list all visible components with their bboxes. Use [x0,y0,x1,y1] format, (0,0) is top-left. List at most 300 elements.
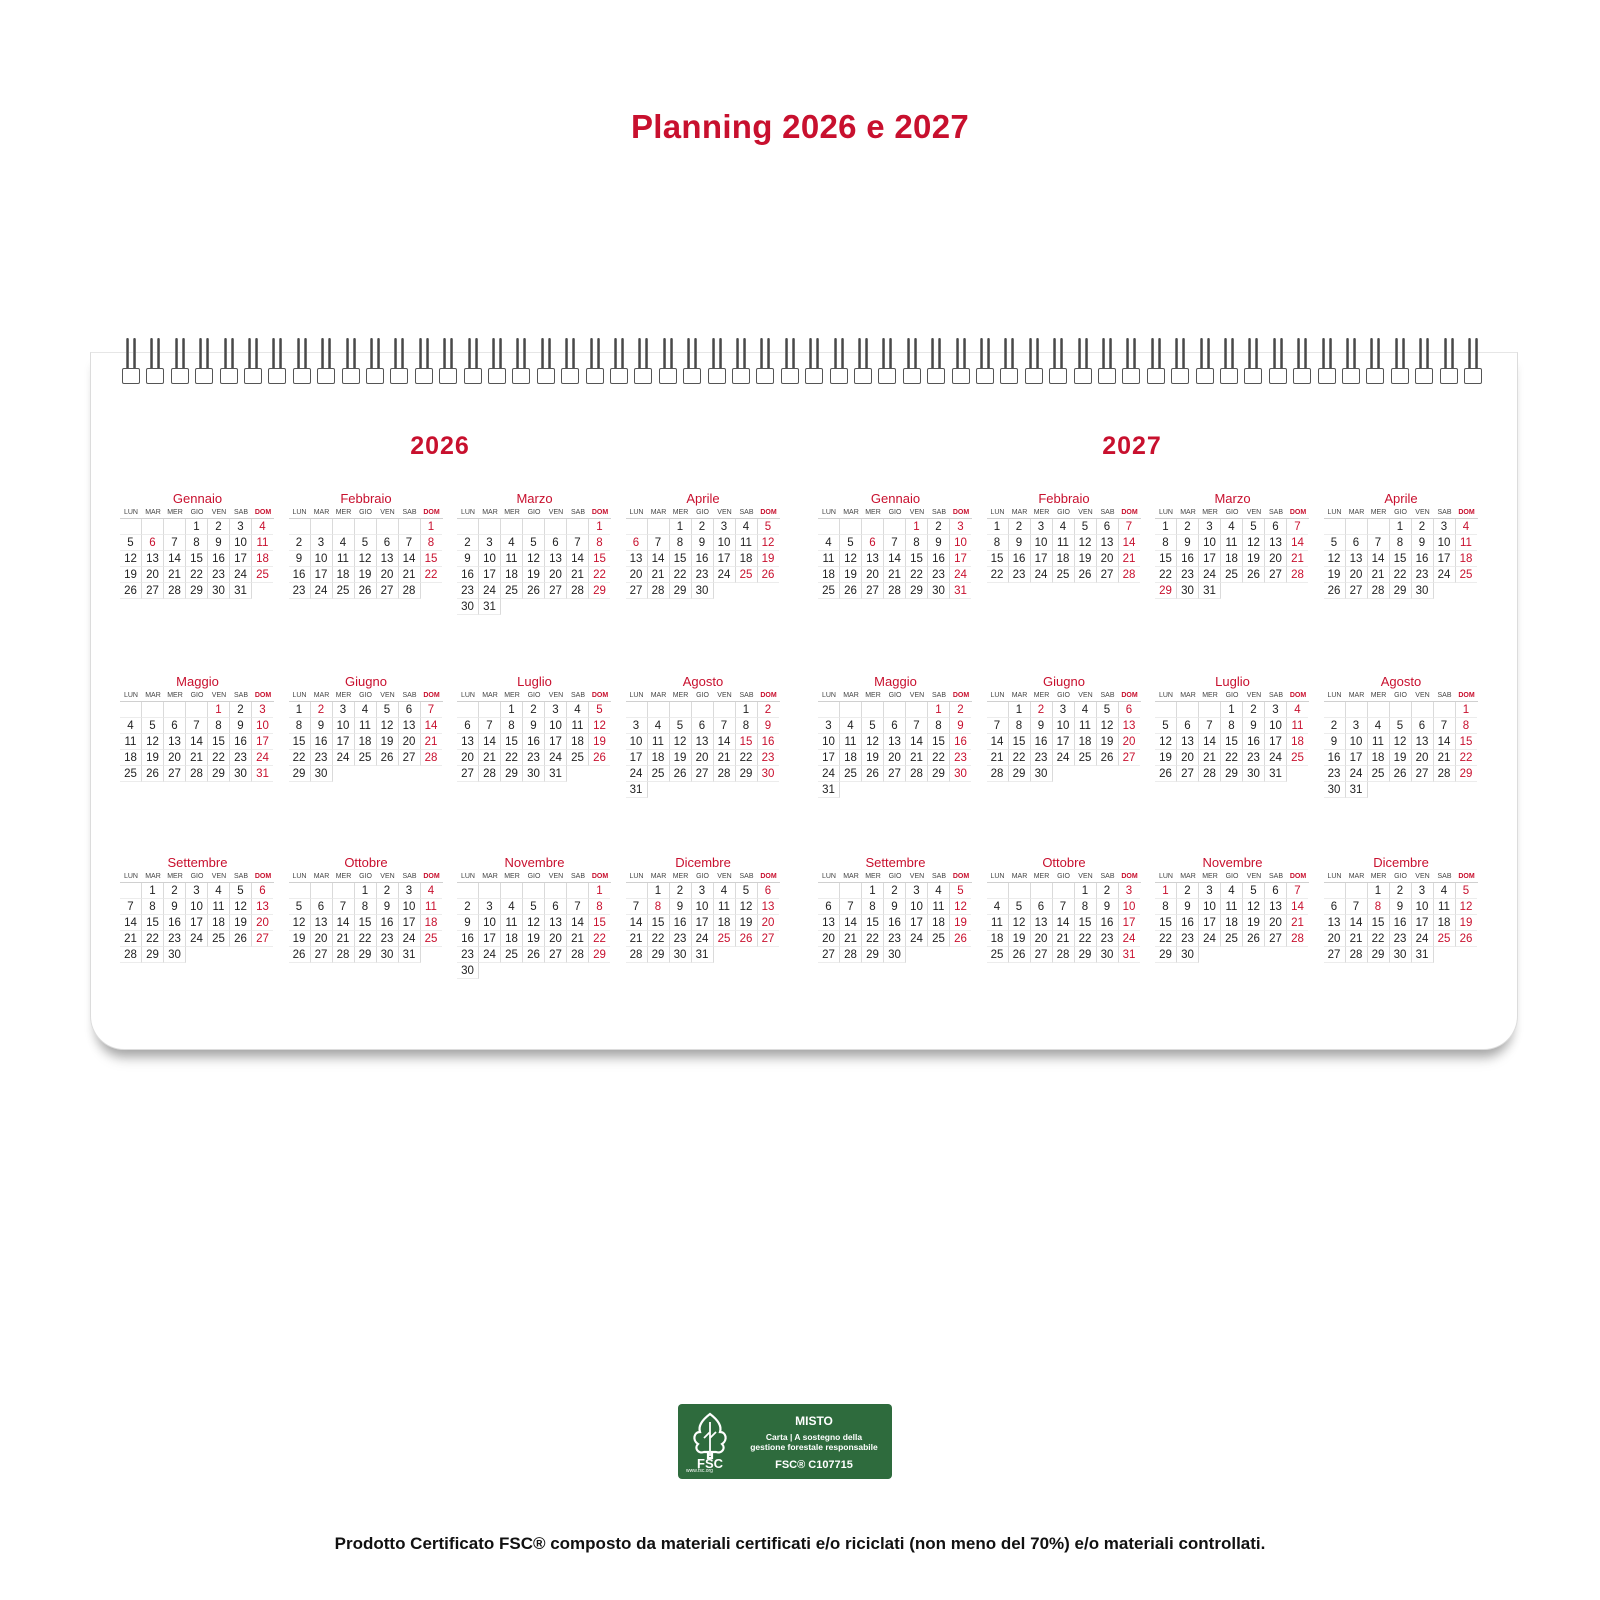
week-row [1324,519,1479,535]
day-cell: 8 [1368,899,1390,915]
weekday-label: SAB [1434,690,1456,702]
day-cell: 3 [1053,702,1075,718]
spiral-ring [927,338,945,386]
day-cell: 3 [1119,883,1140,899]
day-cell: 13 [862,551,884,567]
weekday-header [1324,507,1479,519]
day-empty [626,883,648,899]
day-cell: 3 [479,535,501,551]
day-cell: 24 [186,931,208,947]
day-cell: 2 [230,702,252,718]
weekday-label: MAR [1346,871,1368,883]
day-cell: 22 [208,750,230,766]
day-cell: 21 [186,750,208,766]
week-row [1155,535,1310,551]
day-cell: 7 [1287,519,1308,535]
day-cell: 27 [626,583,648,599]
spiral-ring [1440,338,1458,386]
day-cell: 27 [692,766,714,782]
weekday-label: MAR [142,690,164,702]
week-row [818,883,973,899]
week-row [120,883,275,899]
day-cell: 16 [311,734,333,750]
week-row [289,734,444,750]
day-cell: 21 [333,931,355,947]
day-cell: 16 [1324,750,1346,766]
weekday-label: VEN [1412,871,1434,883]
day-cell: 21 [1287,915,1308,931]
day-cell: 16 [377,915,399,931]
week-row [818,702,973,718]
day-cell: 17 [1434,551,1456,567]
weekday-label: SAB [567,690,589,702]
day-cell: 5 [1324,535,1346,551]
weekday-label: MER [501,690,523,702]
weekday-header [289,690,444,702]
day-cell: 2 [523,702,545,718]
month-2027-9 [818,854,973,963]
day-cell: 9 [692,535,714,551]
week-row [289,883,444,899]
week-row [120,583,275,599]
weekday-label: DOM [758,690,780,702]
day-cell: 27 [142,583,164,599]
day-cell: 5 [862,718,884,734]
day-cell: 15 [186,551,208,567]
day-cell: 2 [1031,702,1053,718]
day-cell: 8 [501,718,523,734]
week-row [987,734,1142,750]
day-cell: 15 [421,551,442,567]
day-cell: 4 [1434,883,1456,899]
day-cell: 1 [1155,883,1177,899]
day-cell: 17 [333,734,355,750]
day-cell: 19 [1456,915,1477,931]
weekday-label: SAB [736,507,758,519]
day-cell: 20 [545,931,567,947]
week-row [457,766,612,782]
weekday-label: DOM [252,871,274,883]
day-cell: 6 [1265,519,1287,535]
week-row [1155,519,1310,535]
day-cell: 13 [1265,899,1287,915]
day-cell: 13 [1031,915,1053,931]
weekday-label: VEN [545,690,567,702]
month-name: Marzo [1214,491,1251,506]
weekday-label: MER [333,690,355,702]
day-cell: 25 [501,947,523,963]
month-name: Aprile [1384,491,1418,506]
day-cell: 5 [523,535,545,551]
day-cell: 23 [164,931,186,947]
day-cell: 6 [399,702,421,718]
day-cell: 17 [950,551,971,567]
day-cell: 26 [736,931,758,947]
week-row [289,567,444,583]
week-row [120,551,275,567]
weekday-label: GIO [1221,871,1243,883]
weekday-label: LUN [626,690,648,702]
day-empty [714,702,736,718]
week-row [457,734,612,750]
day-cell: 19 [1390,750,1412,766]
day-empty [818,883,840,899]
day-empty [1346,519,1368,535]
spiral-ring [415,338,433,386]
weekday-label: VEN [1243,871,1265,883]
day-empty [1390,702,1412,718]
day-cell: 27 [884,766,906,782]
day-cell: 2 [1009,519,1031,535]
day-cell: 20 [1097,551,1119,567]
day-cell: 20 [1119,734,1140,750]
day-cell: 23 [1177,931,1199,947]
day-cell: 5 [1009,899,1031,915]
day-cell: 26 [1243,931,1265,947]
day-cell: 13 [377,551,399,567]
day-cell: 6 [164,718,186,734]
day-cell: 14 [479,734,501,750]
day-cell: 30 [1243,766,1265,782]
day-cell: 17 [1265,734,1287,750]
day-cell: 19 [950,915,971,931]
day-cell: 20 [1031,931,1053,947]
weekday-label: MAR [311,507,333,519]
week-row [1155,899,1310,915]
weekday-label: GIO [1053,871,1075,883]
day-cell: 18 [501,567,523,583]
day-cell: 10 [950,535,971,551]
weekday-label: DOM [1119,871,1141,883]
day-cell: 30 [208,583,230,599]
weekday-label: MAR [840,690,862,702]
month-2026-2 [289,490,444,599]
day-cell: 15 [906,551,928,567]
day-cell: 5 [736,883,758,899]
day-cell: 13 [545,915,567,931]
day-empty [1412,702,1434,718]
day-cell: 10 [186,899,208,915]
week-row [818,718,973,734]
day-cell: 7 [1199,718,1221,734]
day-cell: 17 [714,551,736,567]
day-empty [142,519,164,535]
weekday-label: LUN [1155,871,1177,883]
day-empty [1199,702,1221,718]
day-cell: 2 [289,535,311,551]
day-cell: 10 [1346,734,1368,750]
day-cell: 22 [589,931,610,947]
day-cell: 10 [1265,718,1287,734]
day-cell: 24 [1412,931,1434,947]
day-empty [501,519,523,535]
day-cell: 26 [289,947,311,963]
day-cell: 25 [567,750,589,766]
day-cell: 3 [479,899,501,915]
day-cell: 6 [457,718,479,734]
weekday-label: VEN [377,690,399,702]
day-cell: 23 [377,931,399,947]
day-cell: 14 [1346,915,1368,931]
weekday-label: LUN [1155,690,1177,702]
spiral-ring [561,338,579,386]
weekday-label: GIO [355,871,377,883]
day-cell: 7 [1119,519,1140,535]
day-cell: 5 [1075,519,1097,535]
day-cell: 28 [399,583,421,599]
day-cell: 9 [1390,899,1412,915]
spiral-ring [342,338,360,386]
week-row [457,583,612,599]
day-cell: 15 [1221,734,1243,750]
month-2027-4 [1324,490,1479,599]
weekday-label: LUN [289,507,311,519]
day-cell: 11 [1075,718,1097,734]
weekday-label: VEN [377,871,399,883]
day-cell: 3 [692,883,714,899]
day-cell: 17 [1199,915,1221,931]
day-cell: 16 [164,915,186,931]
day-cell: 25 [1221,931,1243,947]
day-cell: 16 [928,551,950,567]
month-name: Gennaio [870,491,921,506]
day-cell: 30 [1412,583,1434,599]
day-cell: 8 [906,535,928,551]
day-cell: 31 [1119,947,1140,963]
day-cell: 4 [928,883,950,899]
day-cell: 19 [289,931,311,947]
weekday-label: MAR [1177,871,1199,883]
day-cell: 23 [289,583,311,599]
spiral-ring [220,338,238,386]
week-row [1324,535,1479,551]
day-cell: 11 [501,915,523,931]
day-cell: 9 [208,535,230,551]
day-cell: 30 [884,947,906,963]
day-cell: 27 [164,766,186,782]
day-cell: 8 [928,718,950,734]
week-row [457,535,612,551]
day-cell: 24 [479,947,501,963]
day-cell: 27 [1119,750,1140,766]
day-cell: 20 [164,750,186,766]
day-cell: 4 [1456,519,1477,535]
day-cell: 5 [1243,519,1265,535]
week-row [818,782,973,798]
week-row [289,899,444,915]
day-cell: 17 [906,915,928,931]
spiral-ring [756,338,774,386]
weekday-label: GIO [186,871,208,883]
day-cell: 1 [928,702,950,718]
day-cell: 20 [311,931,333,947]
week-row [626,883,781,899]
day-cell: 17 [1031,551,1053,567]
day-cell: 26 [523,583,545,599]
day-cell: 13 [164,734,186,750]
day-empty [142,702,164,718]
day-cell: 23 [1324,766,1346,782]
day-cell: 28 [186,766,208,782]
week-row [457,947,612,963]
day-cell: 4 [355,702,377,718]
day-cell: 30 [1031,766,1053,782]
day-cell: 18 [1221,551,1243,567]
week-row [289,766,444,782]
day-cell: 10 [399,899,421,915]
day-empty [1346,702,1368,718]
day-cell: 15 [1155,915,1177,931]
day-cell: 7 [164,535,186,551]
day-cell: 25 [840,766,862,782]
day-cell: 7 [1053,899,1075,915]
day-cell: 20 [457,750,479,766]
spiral-ring [1391,338,1409,386]
spiral-ring [293,338,311,386]
day-cell: 22 [736,750,758,766]
day-cell: 5 [1456,883,1477,899]
day-cell: 10 [479,915,501,931]
spiral-ring [1342,338,1360,386]
weekday-label: SAB [1434,507,1456,519]
day-cell: 18 [818,567,840,583]
weekday-label: LUN [1324,871,1346,883]
day-cell: 12 [670,734,692,750]
weekday-label: MER [670,871,692,883]
day-cell: 14 [1368,551,1390,567]
week-row [120,718,275,734]
day-cell: 5 [142,718,164,734]
day-cell: 19 [840,567,862,583]
day-cell: 29 [289,766,311,782]
day-cell: 13 [884,734,906,750]
weekday-header [818,507,973,519]
day-cell: 29 [589,583,610,599]
day-cell: 29 [208,766,230,782]
day-cell: 2 [164,883,186,899]
day-cell: 3 [1199,519,1221,535]
day-cell: 20 [1346,567,1368,583]
week-row [1324,899,1479,915]
fsc-tree-logo-icon [684,1410,736,1472]
day-cell: 17 [479,567,501,583]
month-name: Gennaio [172,491,223,506]
weekday-label: MER [1199,507,1221,519]
day-cell: 3 [311,535,333,551]
day-cell: 7 [884,535,906,551]
day-cell: 16 [950,734,971,750]
day-empty [1031,883,1053,899]
weekday-label: MAR [840,507,862,519]
week-row [626,947,781,963]
day-cell: 21 [164,567,186,583]
week-row [1324,766,1479,782]
week-row [457,567,612,583]
day-cell: 18 [252,551,273,567]
day-empty [1009,883,1031,899]
day-empty [987,883,1009,899]
weekday-label: VEN [377,507,399,519]
week-row [120,750,275,766]
day-cell: 28 [626,947,648,963]
day-cell: 3 [1346,718,1368,734]
day-cell: 10 [1199,535,1221,551]
day-cell: 9 [758,718,779,734]
day-cell: 31 [230,583,252,599]
weekday-label: MAR [479,871,501,883]
day-cell: 3 [950,519,971,535]
month-name: Novembre [1202,855,1263,870]
day-cell: 6 [626,535,648,551]
day-cell: 3 [1265,702,1287,718]
weekday-label: VEN [714,690,736,702]
day-cell: 19 [1075,551,1097,567]
weekday-label: MER [1368,690,1390,702]
day-cell: 6 [862,535,884,551]
week-row [289,750,444,766]
day-cell: 8 [1456,718,1477,734]
weekday-label: SAB [230,690,252,702]
day-cell: 20 [545,567,567,583]
day-cell: 27 [1031,947,1053,963]
week-row [987,750,1142,766]
weekday-label: DOM [1287,507,1309,519]
day-cell: 24 [692,931,714,947]
day-empty [1368,519,1390,535]
day-cell: 2 [377,883,399,899]
day-cell: 15 [1456,734,1477,750]
day-cell: 29 [1075,947,1097,963]
day-cell: 25 [648,766,670,782]
day-cell: 12 [1456,899,1477,915]
day-cell: 12 [355,551,377,567]
day-empty [648,702,670,718]
day-cell: 6 [311,899,333,915]
month-2026-3 [457,490,612,615]
day-cell: 19 [142,750,164,766]
day-cell: 23 [670,931,692,947]
day-cell: 2 [692,519,714,535]
day-cell: 22 [289,750,311,766]
day-cell: 22 [1221,750,1243,766]
weekday-label: LUN [1155,507,1177,519]
day-cell: 17 [1412,915,1434,931]
day-cell: 4 [736,519,758,535]
day-cell: 13 [692,734,714,750]
day-cell: 25 [736,567,758,583]
day-cell: 1 [906,519,928,535]
day-cell: 14 [567,551,589,567]
day-cell: 19 [377,734,399,750]
day-cell: 16 [1009,551,1031,567]
day-cell: 6 [884,718,906,734]
day-cell: 29 [670,583,692,599]
day-cell: 18 [1221,915,1243,931]
day-cell: 25 [1053,567,1075,583]
day-cell: 26 [142,766,164,782]
day-cell: 28 [567,947,589,963]
month-name: Luglio [1215,674,1250,689]
day-empty [479,519,501,535]
day-cell: 2 [1243,702,1265,718]
weekday-label: DOM [589,507,611,519]
day-empty [626,702,648,718]
month-2027-1 [818,490,973,599]
weekday-label: LUN [120,690,142,702]
weekday-label: LUN [120,871,142,883]
spiral-ring [1464,338,1482,386]
week-row [289,931,444,947]
